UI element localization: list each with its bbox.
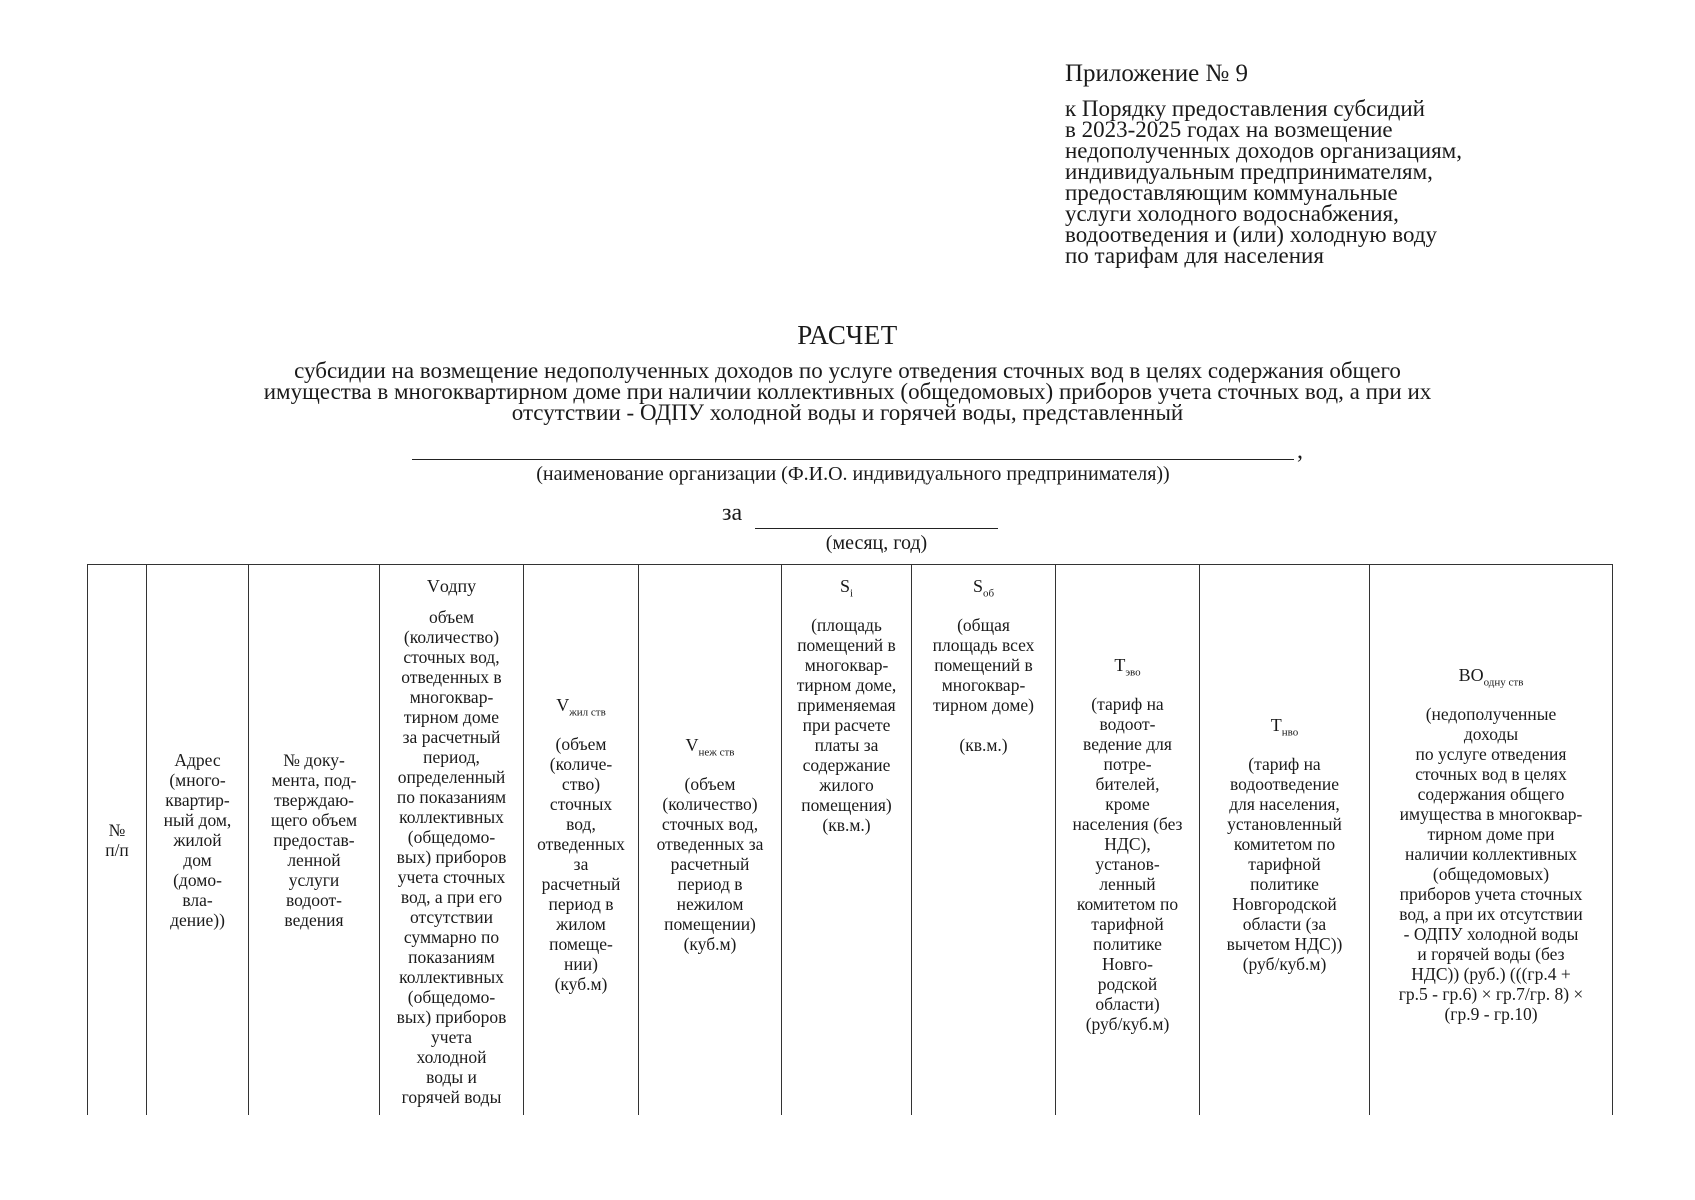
appendix-lines: [1065, 98, 1625, 266]
column-header-bo-odnu: [1370, 565, 1613, 1115]
period-blank-line: [755, 528, 998, 529]
appendix-line: в 2023-2025 годах на возмещение: [1065, 117, 1393, 142]
appendix-line: услуги холодного водоснабжения,: [1065, 201, 1399, 226]
column-description: объем (количество) сточных вод, отведенных в многоквар- тирном доме за расчетный период, определенный по показаниям коллективных (общедомо- вых) приборов учета сточных вод, а при его отсутствии суммарно по показаниям коллективных (общедомо- вых) приборов учета холодной воды и горячей воды: [396, 607, 507, 1107]
column-symbol: $T_{нво}$: [1270, 714, 1299, 739]
organization-caption: (наименование организации (Ф.И.О. индивидуального предпринимателя)): [536, 463, 1170, 485]
column-description: (объем (количе- ство) сточных вод, отведенных за расчетный период в жилом помеще- нии) (куб.м): [537, 733, 625, 994]
column-header-s-i: [782, 565, 912, 1115]
appendix-line: недополученных доходов организациям,: [1065, 138, 1462, 163]
column-header-s-total: [912, 565, 1056, 1115]
appendix-block: [1065, 60, 1625, 266]
subtitle-line: субсидии на возмещение недополученных доходов по услуге отведения сточных вод в целях содержания общего: [294, 358, 1401, 383]
appendix-line: индивидуальным предпринимателям,: [1065, 159, 1433, 184]
document-title: РАСЧЕТ: [797, 320, 898, 350]
appendix-line: предоставляющим коммунальные: [1065, 180, 1398, 205]
subtitle-line: имущества в многоквартирном доме при наличии коллективных (общедомовых) приборов учета сточных вод, а при их: [263, 379, 1432, 404]
column-description: (общая площадь всех помещений в многоквар- тирном доме) (кв.м.): [932, 614, 1035, 755]
appendix-number: Приложение № 9: [1065, 60, 1249, 87]
column-symbol: $V_{жил ств}$: [556, 694, 606, 719]
column-header-document-number: [249, 565, 380, 1115]
appendix-line: водоотведения и (или) холодную воду: [1065, 222, 1438, 247]
column-symbol: $V_{неж ств}$: [685, 734, 735, 759]
subtitle-line: отсутствии - ОДПУ холодной воды и горячей воды, представленный: [511, 400, 1184, 425]
document-subtitle: [100, 360, 1595, 423]
column-header-t-evo: [1056, 565, 1200, 1115]
column-header-v-odpu: [380, 565, 524, 1115]
column-description: (недополученные доходы по услуге отведения сточных вод в целях содержания общего имущества в многоквар- тирном доме при наличии коллективных (общедомовых) приборов учета сточных вод, а при их отсутствии - ОДПУ холодной воды и горячей воды (без НДС)) (руб.) (((гр.4 + гр.5 - гр.6) × гр.7/гр. 8) × (гр.9 - гр.10): [1398, 703, 1584, 1024]
column-description: (площадь помещений в многоквар- тирном доме, применяемая при расчете платы за содержание жилого помещения) (кв.м.): [796, 614, 897, 835]
column-symbol: $BO_{одну ств}$: [1458, 664, 1524, 689]
column-header-row-number: [88, 565, 147, 1115]
column-description: № доку- мента, под- тверждаю- щего объем предостав- ленной услуги водоот- ведения: [270, 749, 358, 930]
column-description: (тариф на водоот- ведение для потре- бителей, кроме населения (без НДС), установ- ленный комитетом по тарифной политике Новго- родской области) (руб/куб.м): [1072, 693, 1183, 1034]
organization-comma: ,: [1297, 438, 1303, 464]
column-header-address: [147, 565, 249, 1115]
appendix-line: по тарифам для населения: [1065, 243, 1324, 268]
column-description: (тариф на водоотведение для населения, установленный комитетом по тарифной политике Новгородской области (за вычетом НДС)) (руб/куб.м): [1226, 753, 1343, 974]
organization-blank-line: [412, 459, 1294, 460]
column-header-v-nonresidential: [639, 565, 782, 1115]
column-description: № п/п: [105, 819, 129, 860]
calculation-table: [87, 564, 1613, 1115]
period-caption: (месяц, год): [825, 532, 928, 554]
column-symbol: $S_{об}$: [972, 576, 995, 600]
column-description: (объем (количество) сточных вод, отведенных за расчетный период в нежилом помещении) (куб.м): [656, 773, 764, 954]
appendix-line: к Порядку предоставления субсидий: [1065, 96, 1425, 121]
period-prefix: за: [722, 500, 743, 526]
column-symbol: Vодпу: [426, 576, 477, 596]
column-header-t-nvo: [1200, 565, 1370, 1115]
column-description: Адрес (много- квартир- ный дом, жилой дом (домо- вла- дение)): [163, 749, 232, 930]
column-header-v-residential: [524, 565, 639, 1115]
column-symbol: $T_{эво}$: [1114, 654, 1141, 679]
column-symbol: $S_i$: [839, 576, 854, 600]
